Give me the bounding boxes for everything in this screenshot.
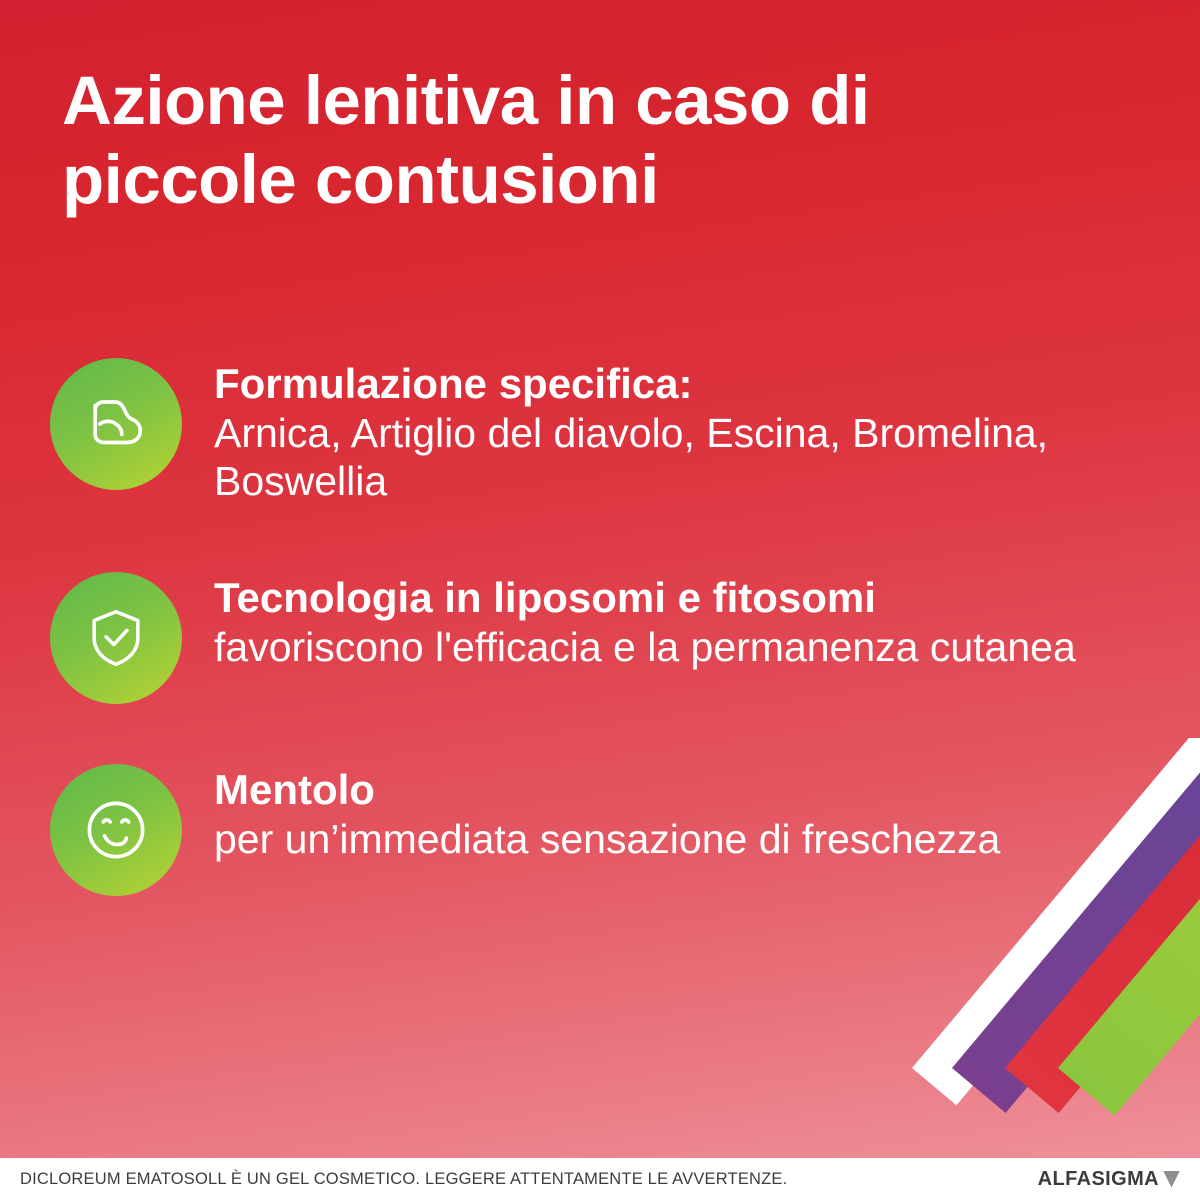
feature-description: Arnica, Artiglio del diavolo, Escina, Bromelina, Boswellia [214,410,1049,505]
disclaimer-text: DICLOREUM EMATOSOLL È UN GEL COSMETICO. LEGGERE ATTENTAMENTE LE AVVERTENZE. [20,1169,788,1188]
feature-text [182,352,1170,506]
feature-title: Formulazione specifica: [214,360,693,407]
smiley-face-icon [79,793,153,867]
flexed-biceps-icon [79,387,153,461]
footer-bar [0,1158,1200,1200]
feature-badge [50,764,182,896]
triangle-icon [1163,1171,1180,1188]
list-item [50,352,1170,506]
brand-logo [1038,1168,1180,1191]
list-item [50,758,1170,896]
feature-title: Mentolo [214,765,375,813]
feature-list [50,352,1170,896]
feature-text [182,566,1076,671]
brand-name: ALFASIGMA [1037,1167,1159,1190]
feature-text [182,758,1000,863]
feature-description: per un’immediata sensazione di freschezza [214,815,1001,862]
feature-title: Tecnologia in liposomi e fitosomi [214,573,876,621]
feature-description: favoriscono l'efficacia e la permanenza cutanea [214,623,1076,670]
shield-check-icon [81,603,151,673]
feature-badge [50,572,182,704]
page-title: Azione lenitiva in caso di piccole contusioni [62,62,870,218]
feature-badge [50,358,182,490]
list-item [50,566,1170,704]
